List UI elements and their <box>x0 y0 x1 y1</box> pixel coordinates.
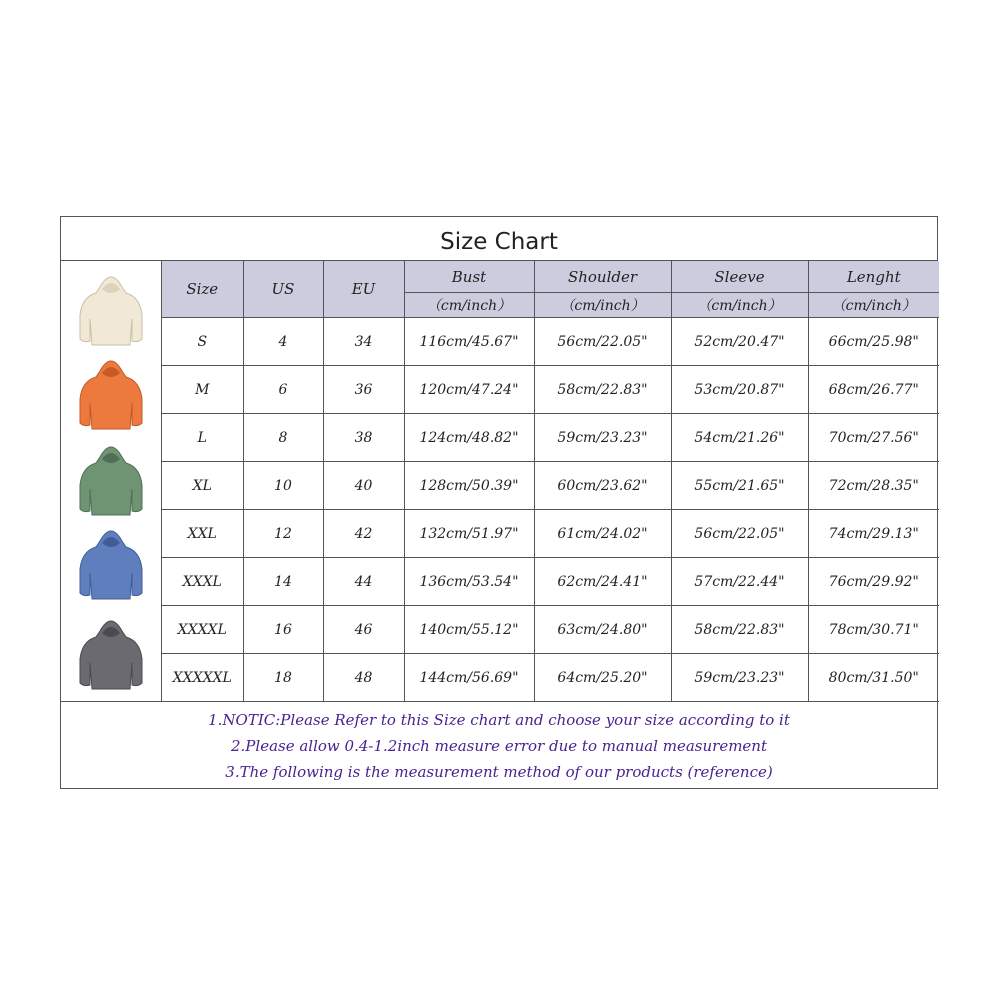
table-row <box>162 558 939 606</box>
cell-bust: 124cm/48.82" <box>404 414 534 462</box>
header-sleeve-unit: （cm/inch） <box>671 293 808 318</box>
header-bust: Bust <box>404 261 534 293</box>
cell-length: 74cm/29.13" <box>808 510 939 558</box>
cell-us: 18 <box>243 654 323 702</box>
cell-length: 78cm/30.71" <box>808 606 939 654</box>
cell-size: M <box>162 366 243 414</box>
table-row <box>162 606 939 654</box>
cell-length: 76cm/29.92" <box>808 558 939 606</box>
cell-eu: 48 <box>323 654 404 702</box>
cell-size: L <box>162 414 243 462</box>
header-length: Lenght <box>808 261 939 293</box>
cell-us: 8 <box>243 414 323 462</box>
cell-size: XXXL <box>162 558 243 606</box>
gray-hoodie-image <box>78 613 144 691</box>
blue-hoodie-image <box>78 523 144 601</box>
cell-sleeve: 54cm/21.26" <box>671 414 808 462</box>
cell-shoulder: 59cm/23.23" <box>534 414 671 462</box>
cell-size: XXXXL <box>162 606 243 654</box>
cell-sleeve: 59cm/23.23" <box>671 654 808 702</box>
table-row <box>162 510 939 558</box>
cell-sleeve: 53cm/20.87" <box>671 366 808 414</box>
cell-bust: 128cm/50.39" <box>404 462 534 510</box>
cell-us: 6 <box>243 366 323 414</box>
cell-bust: 136cm/53.54" <box>404 558 534 606</box>
cell-length: 80cm/31.50" <box>808 654 939 702</box>
cell-eu: 42 <box>323 510 404 558</box>
header-eu: EU <box>323 261 404 318</box>
header-size: Size <box>162 261 243 318</box>
note-line: 1.NOTIC:Please Refer to this Size chart and choose your size according to it <box>208 711 790 729</box>
orange-hoodie-image <box>78 353 144 431</box>
header-bust-unit: （cm/inch） <box>404 293 534 318</box>
cell-shoulder: 60cm/23.62" <box>534 462 671 510</box>
cell-shoulder: 64cm/25.20" <box>534 654 671 702</box>
cell-eu: 44 <box>323 558 404 606</box>
table-row <box>162 318 939 366</box>
cell-size: S <box>162 318 243 366</box>
cell-length: 68cm/26.77" <box>808 366 939 414</box>
table-row <box>162 366 939 414</box>
header-shoulder-unit: （cm/inch） <box>534 293 671 318</box>
header-sleeve: Sleeve <box>671 261 808 293</box>
cell-eu: 36 <box>323 366 404 414</box>
cell-us: 10 <box>243 462 323 510</box>
cell-shoulder: 58cm/22.83" <box>534 366 671 414</box>
cell-us: 12 <box>243 510 323 558</box>
cell-us: 4 <box>243 318 323 366</box>
cell-sleeve: 57cm/22.44" <box>671 558 808 606</box>
cell-eu: 34 <box>323 318 404 366</box>
note-line: 2.Please allow 0.4-1.2inch measure error due to manual measurement <box>231 737 767 755</box>
green-hoodie-image <box>78 439 144 517</box>
cell-sleeve: 58cm/22.83" <box>671 606 808 654</box>
cell-size: XXXXXL <box>162 654 243 702</box>
cell-shoulder: 61cm/24.02" <box>534 510 671 558</box>
header-shoulder: Shoulder <box>534 261 671 293</box>
cell-length: 66cm/25.98" <box>808 318 939 366</box>
cell-eu: 38 <box>323 414 404 462</box>
cell-us: 16 <box>243 606 323 654</box>
chart-title: Size Chart <box>61 217 937 261</box>
table-row <box>162 414 939 462</box>
notes-section <box>61 701 937 789</box>
header-length-unit: （cm/inch） <box>808 293 939 318</box>
cell-sleeve: 55cm/21.65" <box>671 462 808 510</box>
cell-bust: 132cm/51.97" <box>404 510 534 558</box>
cell-eu: 46 <box>323 606 404 654</box>
cell-sleeve: 56cm/22.05" <box>671 510 808 558</box>
cell-eu: 40 <box>323 462 404 510</box>
header-us: US <box>243 261 323 318</box>
size-table <box>162 261 939 702</box>
cell-shoulder: 63cm/24.80" <box>534 606 671 654</box>
table-row <box>162 462 939 510</box>
size-chart <box>60 216 938 789</box>
note-line: 3.The following is the measurement method of our products (reference) <box>225 763 773 781</box>
cell-bust: 120cm/47.24" <box>404 366 534 414</box>
cell-length: 70cm/27.56" <box>808 414 939 462</box>
cell-size: XL <box>162 462 243 510</box>
cell-us: 14 <box>243 558 323 606</box>
cell-length: 72cm/28.35" <box>808 462 939 510</box>
cell-bust: 144cm/56.69" <box>404 654 534 702</box>
cell-shoulder: 56cm/22.05" <box>534 318 671 366</box>
cell-sleeve: 52cm/20.47" <box>671 318 808 366</box>
cell-shoulder: 62cm/24.41" <box>534 558 671 606</box>
cream-hoodie-image <box>78 269 144 347</box>
cell-bust: 140cm/55.12" <box>404 606 534 654</box>
hoodie-photo-column <box>61 261 162 701</box>
cell-bust: 116cm/45.67" <box>404 318 534 366</box>
cell-size: XXL <box>162 510 243 558</box>
table-row <box>162 654 939 702</box>
